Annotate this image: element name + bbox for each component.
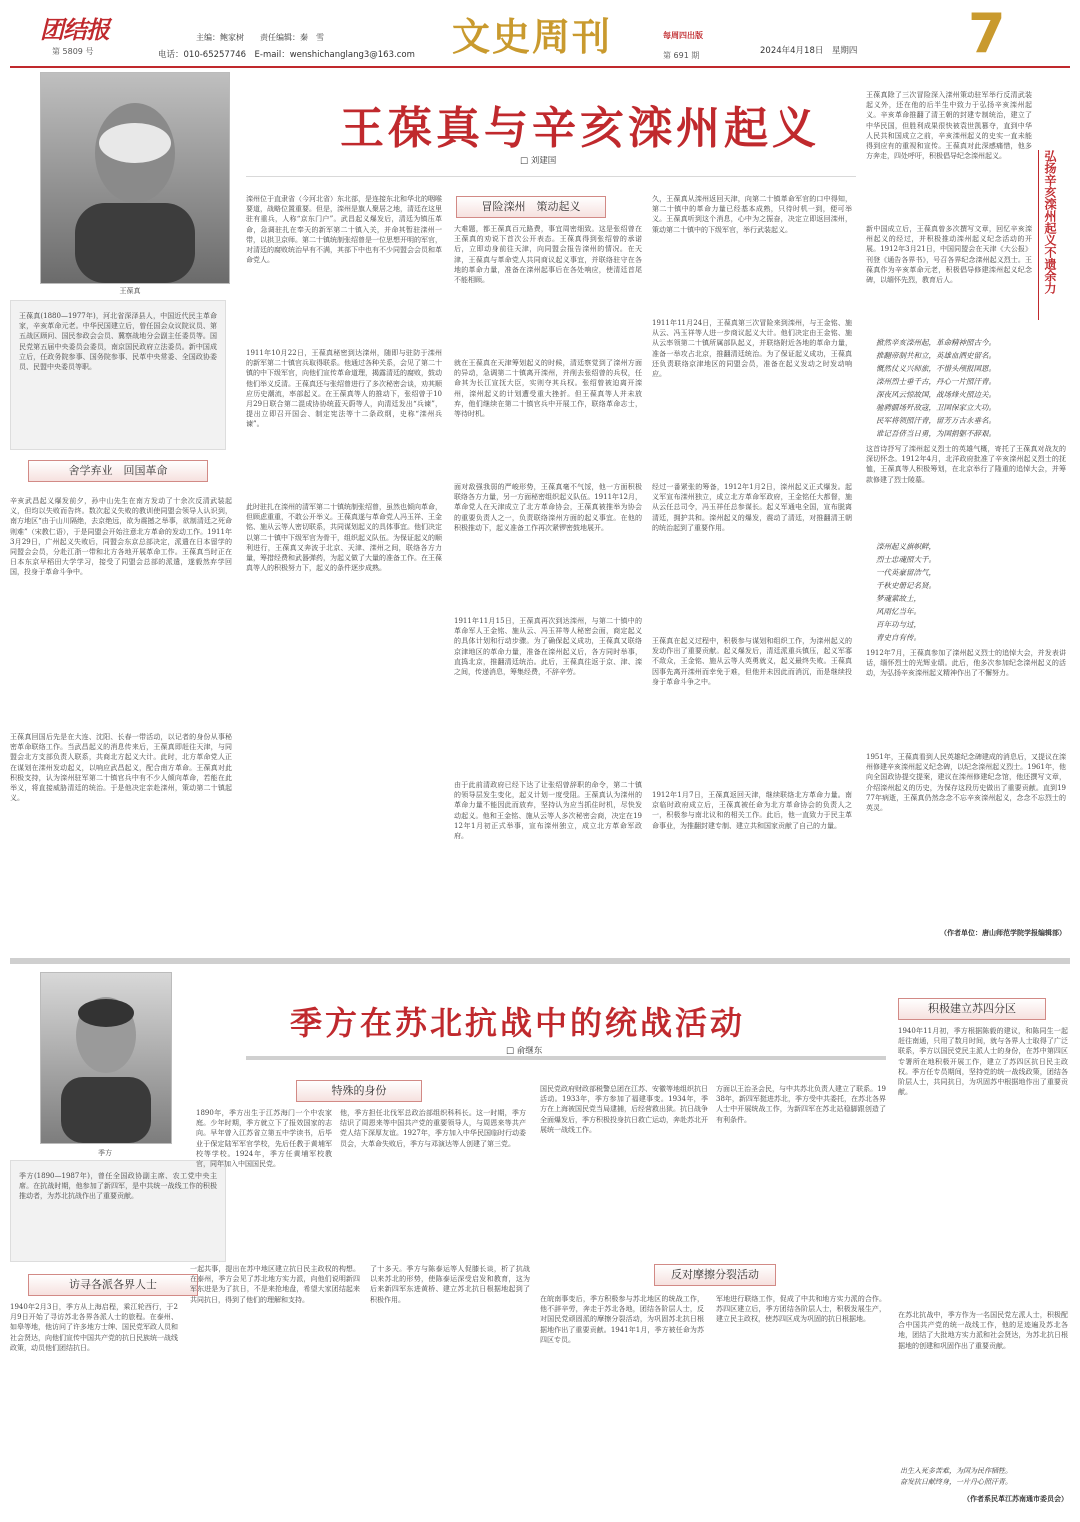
- colD: 方面以王治圣会民，与中共苏北负责人建立了联系。1938年，新四军挺进苏北，季方受中共委托，在苏北各界人士中开展统战工作，为新四军在苏北站稳脚跟创造了有利条件。: [716, 1085, 886, 1124]
- ji-photo-caption: 季方: [98, 1149, 112, 1157]
- masthead: [0, 0, 1080, 66]
- article-divider: [10, 958, 1070, 964]
- portrait-icon: [41, 973, 171, 1143]
- col2a: 滦州位于直隶省（今河北省）东北部，是连接东北和华北的咽喉要道，战略位置重要。但是，滦州是旗人聚居之地，清廷在这里驻有重兵，人称“京东门户”。武昌起义爆发后，清廷为镇压革命，急调驻扎在奉天的新军第二十镇入关，并命其暂驻滦州一带，以拱卫京师。第二十镇统制张绍曾是一位思想开明的军官，对清廷的腐败统治早有不满，其部下中也有不少同盟会会员和革命党人。: [246, 195, 442, 265]
- col5a: 王葆真除了三次冒险深入滦州策动驻军举行反清武装起义外，还在他的后半生中致力于弘扬辛亥滦州起义。辛亥革命推翻了清王朝的封建专制统治，建立了中华民国，但胜利成果很快被袁世凯篡夺，直到中华人民共和国成立之前，辛亥滦州起义的史实一直未能得到应有的重视和宣传。王葆真对此深感痛惜，他多方奔走，四处呼吁，积极倡导纪念滦州起义。: [866, 91, 1032, 161]
- colF: 一起共事，提出在苏中地区建立抗日民主政权的构想。在泰州，季方会见了苏北地方实力派，向他们说明新四军东进是为了抗日，不是来抢地盘，希望大家团结起来共同抗日，得到了他们的理解和支持。: [190, 1265, 360, 1304]
- editor-line: 主编：鲍家树 责任编辑：秦 雪: [196, 33, 324, 42]
- colH: 在皖南事变后，季方积极参与苏北地区的统战工作，他不辞辛劳，奔走于苏北各地，团结各阶层人士，反对国民党顽固派的摩擦分裂活动，为巩固苏北抗日根据地作出了重要贡献。1941年1月，季方被任命为苏四区专员。: [540, 1295, 704, 1344]
- col3c: 面对敌强我弱的严峻形势，王葆真毫不气馁，他一方面积极联络各方力量，另一方面秘密组织起义队伍。1911年12月，革命党人在天津成立了北方革命协会，王葆真被推举为协会的重要负责人之一，负责联络滦州方面的起义事宜。在他的积极推动下，起义准备工作再次紧锣密鼓地展开。: [454, 483, 642, 532]
- colA: 1890年，季方出生于江苏海门一个中农家庭。少年时期，季方就立下了报效国家的志向。早年曾入江苏省立第五中学读书，后毕业于保定陆军军官学校，先后任教于黄埔军校等学校。1924年，季方任黄埔军校教官，同年加入中国国民党。: [196, 1109, 332, 1169]
- col5c: 这首诗抒写了滦州起义烈士的英雄气概，寄托了王葆真对战友的深切怀念。1912年4月，北洋政府批准了辛亥滦州起义烈士的抚恤，王葆真等人积极筹划，在北京举行了隆重的追悼大会，并筹款修建了烈士陵墓。: [866, 445, 1066, 484]
- col5b: 新中国成立后，王葆真曾多次撰写文章，回忆辛亥滦州起义的经过，并积极推动滦州起义纪念活动的开展。1912年3月21日，中国同盟会在天津《大公报》刊登《通告各界书》，号召各界纪念滦州起义烈士。王葆真作为辛亥革命元老，积极倡导修建滦州起义纪念碑，以缅怀先烈，教育后人。: [866, 225, 1032, 285]
- subhead-special-identity: 特殊的身份: [296, 1080, 422, 1102]
- poem-2: 滦州起义旗帜鲜， 烈士忠魂照大千。 一代英豪留浩气， 千秋史册记名贤。 梦魂萦故土， 风雨忆当年。 百年功与过， 青史自有传。: [876, 542, 936, 642]
- ji-bio: 季方(1890—1987年)，曾任全国政协副主席、农工党中央主席。在抗战时期，他参加了新四军，是中共统一战线工作的积极推动者，为苏北抗战作出了重要贡献。: [19, 1172, 217, 1201]
- colE: 1940年2月3日，季方从上海启程，乘江轮西行，于2月9日开始了寻访苏北各界各派人士的旅程。在泰州、如皋等地，他访问了许多地方士绅、国民党军政人员和社会贤达，向他们宣传中国共产党的抗日民族统一战线政策，动员他们团结抗日。: [10, 1303, 178, 1352]
- col4b: 1911年11月24日，王葆真第三次冒险来到滦州，与王金铭、施从云、冯玉祥等人进一步商议起义大计。他们决定由王金铭、施从云率领第二十镇所属部队起义，并联络附近各地的革命力量，准备一举攻占北京，推翻清廷统治。为了保证起义成功，王葆真还负责联络京津地区的同盟会员，准备在起义发动之时发动响应。: [652, 319, 852, 379]
- ji-fang-photo: [40, 972, 172, 1144]
- portrait-icon: [41, 73, 229, 283]
- wang-photo-caption: 王葆真: [119, 287, 141, 295]
- col4a: 久，王葆真从滦州返回天津，向第二十镇革命军官的口中得知，第二十镇中的革命力量已经基本成熟，只待时机一到，便可举义。王葆真听到这个消息，心中为之振奋，决定立即返回滦州，策动第二十镇中的下级军官，举行武装起义。: [652, 195, 852, 234]
- issue-label: 第 5809 号: [52, 47, 94, 56]
- subhead-visit-figures: 访寻各派各界人士: [28, 1274, 198, 1296]
- col4e: 1912年1月7日，王葆真返回天津，继续联络北方革命力量。南京临时政府成立后，王葆真被任命为北方革命协会的负责人之一，积极参与南北议和的相关工作。此后，他一直致力于民主革命事业，为推翻封建专制、建立共和国家贡献了自己的力量。: [652, 791, 852, 830]
- article1-author: □ 刘建国: [520, 156, 557, 166]
- article2-byline: （作者系民革江苏南通市委员会）: [963, 1494, 1068, 1503]
- frequency: 每周四出版: [663, 31, 703, 40]
- contact-line: 电话：010-65257746 E-mail：wenshichanglang3@163.com: [158, 50, 415, 60]
- colK: 在苏北抗战中，季方作为一名国民党左派人士，积极配合中国共产党的统一战线工作，他的足迹遍及苏北各地，团结了大批地方实力派和社会贤达，为苏北抗日根据地的创建和巩固作出了重要贡献。: [898, 1311, 1068, 1350]
- article2-title-bar: [246, 1056, 886, 1060]
- article1-byline: （作者单位：唐山师范学院学报编辑部）: [940, 928, 1066, 937]
- issue-number: 第 691 期: [663, 51, 700, 60]
- subhead-oppose-friction: 反对摩擦分裂活动: [654, 1264, 776, 1286]
- ji-poem: 出生入死多苦难，为国为民作牺牲。 奋发抗日献终身，一片丹心照汗青。: [900, 1467, 1012, 1486]
- colC: 国民党政府财政部税警总团在江苏、安徽等地组织抗日活动。1933年，季方参加了福建事变。1934年，季方在上海被国民党当局逮捕，后经营救出狱。抗日战争全面爆发后，季方积极投身抗日救亡运动，奔赴苏北开展统一战线工作。: [540, 1085, 708, 1134]
- col2c: 此时驻扎在滦州的清军第二十镇统制张绍曾，虽然也倾向革命，但顾虑重重，不敢公开举义。王葆真遂与革命党人冯玉祥、王金铭、施从云等人密切联系，共同谋划起义的具体事宜。他们决定以第二十镇中下级军官为骨干，组织起义队伍。为保证起义的顺利进行，王葆真又奔波于北京、天津、滦州之间，联络各方力量，筹措经费和武器弹药，为起义做了大量的准备工作。在王葆真等人的积极努力下，起义的条件逐步成熟。: [246, 503, 442, 573]
- subhead-luanzhou-uprising: 冒险滦州 策动起义: [456, 196, 606, 218]
- colB: 他，季方担任北伐军总政治部组织科科长。这一时期，季方结识了周恩来等中国共产党的重要领导人，与周恩来等共产党人结下深厚友谊。1927年，季方加入中华民国临时行动委员会，大革命失败后，季方与邓演达等人创建了第三党。: [340, 1109, 526, 1148]
- wang-bio: 王葆真(1880—1977年)，河北省深泽县人，中国近代民主革命家，辛亥革命元老。中华民国建立后，曾任国会众议院议员、第五战区顾问、国民参政会会员、冀察战地分会副主任委员等。国民党第五届中央委员会委员，南京国民政府立法委员。新中国成立后，任政务院参事、国务院参事、民革中央常委、全国政协委员、民盟中央委员等职。: [19, 312, 217, 372]
- col4c: 经过一番紧张的筹备，1912年1月2日，滦州起义正式爆发。起义军宣布滦州独立，成立北方革命军政府，王金铭任大都督，施从云任总司令，冯玉祥任总参谋长。起义军通电全国，宣布脱离清廷，拥护共和。滦州起义的爆发，震动了清廷，对推翻清王朝的统治起到了重要作用。: [652, 483, 852, 532]
- page-number: 7: [968, 2, 1006, 65]
- colI: 军地进行联络工作，促成了中共和地方实力派的合作。苏四区建立后，季方团结各阶层人士，积极发展生产，建立民主政权，使苏四区成为巩固的抗日根据地。: [716, 1295, 886, 1324]
- col1a: 辛亥武昌起义爆发前夕，孙中山先生在南方发动了十余次反清武装起义，但均以失败而告终。数次起义失败的教训使同盟会领导人认识到，南方地区“由于山川隔绝，去京绝远，欲为震撼之举事，欲制清廷之死命则难”（宋教仁语），于是同盟会开始注意北方革命的发动工作。1911年3月29日，广州起义失败后，同盟会东京总部决定，派遣在日本留学的同盟会会员，分赴江浙一带和北方各地开展革命工作。王葆真当时正在日本东京早稻田大学学习，接受了同盟会总部的派遣，遂毅然弃学回国，投身于革命斗争中。: [10, 497, 232, 577]
- ji-bio-box: [10, 1160, 226, 1262]
- masthead-rule: [10, 66, 1070, 68]
- section-title: 文史周刊: [452, 15, 613, 59]
- col3e: 由于此前清政府已经下达了让张绍曾辞职的命令，第二十镇的领导层发生变化，起义计划一度受阻。王葆真认为滦州的革命力量不能因此而放弃，坚持认为应当抓住时机，尽快发动起义。他和王金铭、施从云等人多次秘密会商，决定在1912年1月初正式举事，宣布滦州独立，成立北方革命军政府。: [454, 781, 642, 841]
- newspaper-logo: 团结报: [40, 15, 109, 44]
- article1-title: 王葆真与辛亥滦州起义: [340, 103, 820, 154]
- wang-bio-box: [10, 300, 226, 450]
- subhead-return-revolution: 舍学弃业 回国革命: [28, 460, 208, 482]
- col5e: 1951年，王葆真看到人民英雄纪念碑建成的消息后，又提议在滦州修建辛亥滦州起义纪念碑，以纪念滦州起义烈士。1961年，他向全国政协提交提案，建议在滦州修建纪念馆，他还撰写文章，介绍滦州起义的历史，为保存这段历史做出了重要贡献。直到1977年病逝，王葆真仍然念念不忘辛亥滦州起义，念念不忘烈士的英灵。: [866, 753, 1066, 813]
- col5d: 1912年7月，王葆真参加了滦州起义烈士的追悼大会，并发表讲话，缅怀烈士的光辉业绩。此后，他多次参加纪念滦州起义的活动，为弘扬辛亥滦州起义精神作出了不懈努力。: [866, 649, 1066, 678]
- poem-1: 掀然辛亥滦州起，革命精神照古今。 推翻帝制共和立，英雄血洒史留名。 慨然仗义兴师旅，不惜头颅报国恩。 滦州烈士垂千古，丹心一片照汗青。 深夜风云惊故国，战场烽火照边关。 驰骋疆场歼敌寇，卫国保家立大功。 民军将领照汗青，留芳万古永垂名。 谁记吾侪当日勇，为国捐躯不辞艰。: [876, 338, 996, 438]
- col3a: 大难题，都王葆真百元路费，事宜周密细致。这是张绍曾在王葆真的劝说下首次公开表态。王葆真得到张绍曾的承诺后，立即动身前往天津，向同盟会报告滦州的情况。在天津，王葆真与革命党人共同商议起义事宜，并联络驻守在各地的革命力量，准备在滦州起事后在各处响应，使清廷首尾不能相顾。: [454, 225, 642, 285]
- col4d: 王葆真在起义过程中，积极参与谋划和组织工作，为滦州起义的发动作出了重要贡献。起义爆发后，清廷派重兵镇压，起义军寡不敌众，王金铭、施从云等人英勇就义，起义最终失败。王葆真因事先离开滦州而幸免于难，但他并未因此而消沉，而是继续投身于革命斗争之中。: [652, 637, 852, 686]
- side-vertical-text: 弘扬辛亥滦州起义不遗余力: [1043, 150, 1057, 294]
- colJ: 1940年11月初，季方根据陈毅的建议，和陈同生一起赶往南通，只用了数月时间，就与各界人士取得了广泛联系，季方以国民党民主派人士的身份，在苏中第四区专署所在地积极开展工作，建立了苏四区抗日民主政权。季方任专员期间，坚持党的统一战线政策，团结各阶层人士，共同抗日，为巩固苏中根据地作出了重要贡献。: [898, 1027, 1068, 1097]
- colG: 了十多天。季方与陈泰运等人促膝长谈，析了抗战以来苏北的形势，使陈泰运深受启发和教育，这为后来新四军东进黄桥、建立苏北抗日根据地起到了积极作用。: [370, 1265, 530, 1304]
- issue-date: 2024年4月18日 星期四: [760, 46, 858, 56]
- col2b: 1911年10月22日，王葆真秘密到达滦州，随即与驻防于滦州的新军第二十镇官兵取得联系。他通过各种关系，会见了第二十镇的中下级军官，向他们宣传革命道理，揭露清廷的腐败，鼓动他们举义反清。王葆真还与张绍曾进行了多次秘密会谈，劝其顺应历史潮流，率部起义。在王葆真等人的推动下，张绍曾于10月29日联合第二混成协协统蓝天蔚等人，向清廷发出“兵谏”，提出立即召开国会、制定宪法等十二条政纲，史称“滦州兵谏”。: [246, 349, 442, 429]
- article1-title-bar: [246, 176, 856, 177]
- article2-title: 季方在苏北抗战中的统战活动: [290, 1004, 746, 1042]
- wang-baozhen-photo: [40, 72, 230, 284]
- side-vertical-tag: [1038, 150, 1059, 320]
- col1b: 王葆真回国后先是在大连、沈阳、长春一带活动，以记者的身份从事秘密革命联络工作。当武昌起义的消息传来后，王葆真即赶往天津，与同盟会北方支部负责人联系，共商北方起义大计。此时，北方革命党人正在谋划在滦州发动起义，以响应武昌起义，配合南方革命。王葆真对此积极支持，认为滦州驻军第二十镇官兵中有不少人倾向革命，若能在此举义，将直接威胁清廷的统治。于是他决定亲赴滦州，策动第二十镇起义。: [10, 733, 232, 803]
- subhead-su-fourth-district: 积极建立苏四分区: [898, 998, 1046, 1020]
- col3d: 1911年11月15日，王葆真再次到达滦州，与第二十镇中的革命军人王金铭、施从云、冯玉祥等人秘密会面，商定起义的具体计划和行动步骤。为了确保起义成功，王葆真又联络京津地区的革命力量，准备在滦州起义后，各方同时举事，直捣北京，推翻清廷统治。此后，王葆真往返于京、津、滦之间，传递消息，筹集经费，不辞辛劳。: [454, 617, 642, 677]
- article2-author: □ 俞继东: [506, 1046, 543, 1056]
- col3b: 就在王葆真在天津筹划起义的时候，清廷察觉到了滦州方面的异动，急调第二十镇离开滦州，并削去张绍曾的兵权，任命其为长江宣抚大臣，实则夺其兵权。张绍曾被迫离开滦州，滦州起义的计划遭受重大挫折。但王葆真等人并未放弃，他们继续在第二十镇官兵中开展工作，联络革命志士，等待时机。: [454, 359, 642, 419]
